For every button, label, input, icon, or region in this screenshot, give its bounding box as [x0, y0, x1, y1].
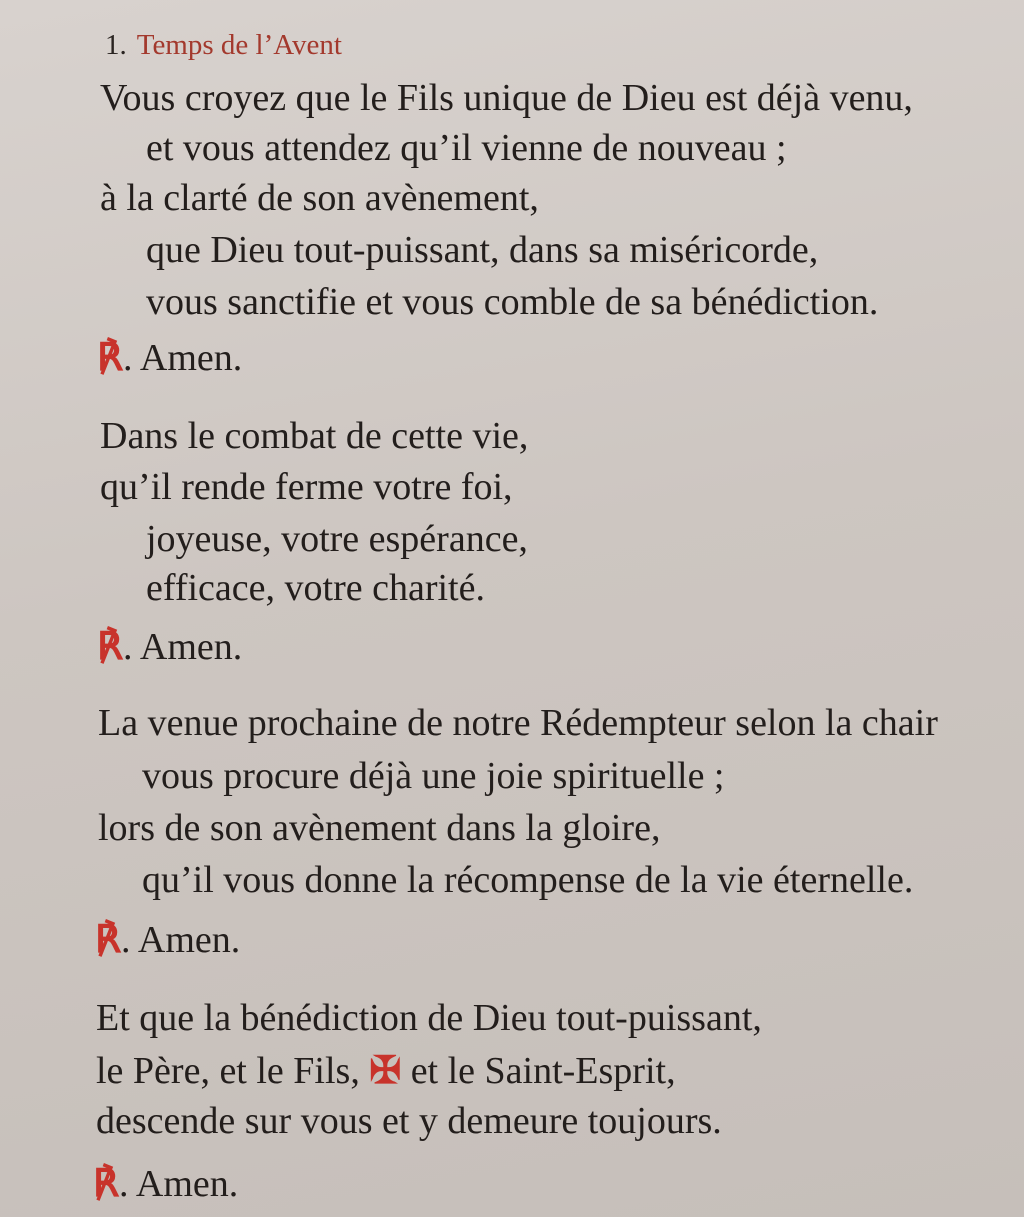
- stanza-1-line-5: vous sanctifie et vous comble de sa bénédiction.: [146, 281, 879, 323]
- stanza-4-line-1: Et que la bénédiction de Dieu tout-puissant,: [96, 997, 762, 1039]
- response-text: . Amen.: [121, 919, 241, 961]
- stanza-1-line-2: et vous attendez qu’il vienne de nouveau ;: [146, 127, 787, 169]
- stanza-2-response: [97, 625, 242, 669]
- section-heading: [105, 28, 342, 62]
- stanza-3-line-1: La venue prochaine de notre Rédempteur selon la chair: [98, 702, 938, 744]
- stanza-2-line-3: joyeuse, votre espérance,: [146, 518, 528, 560]
- response-text: . Amen.: [119, 1163, 239, 1205]
- response-text: . Amen.: [123, 337, 243, 379]
- stanza-2-line-4: efficace, votre charité.: [146, 567, 485, 609]
- stanza-1-line-4: que Dieu tout-puissant, dans sa miséricorde,: [146, 229, 819, 271]
- response-text: . Amen.: [123, 626, 243, 668]
- stanza-3-response: [95, 918, 240, 962]
- stanza-4-line-2-start: le Père, et le Fils,: [96, 1050, 360, 1092]
- stanza-3-line-4: qu’il vous donne la récompense de la vie éternelle.: [142, 859, 914, 901]
- stanza-3-line-3: lors de son avènement dans la gloire,: [98, 807, 661, 849]
- stanza-2-line-2: qu’il rende ferme votre foi,: [100, 466, 513, 508]
- section-title: Temps de l’Avent: [136, 29, 342, 61]
- response-symbol: ℟: [97, 337, 123, 379]
- stanza-3-line-2: vous procure déjà une joie spirituelle ;: [142, 755, 725, 797]
- stanza-1-line-3: à la clarté de son avènement,: [100, 177, 539, 219]
- stanza-1-line-1: Vous croyez que le Fils unique de Dieu est déjà venu,: [100, 77, 913, 119]
- stanza-4-line-2-end: et le Saint-Esprit,: [410, 1050, 676, 1092]
- sign-of-cross-icon: ✠: [369, 1050, 402, 1092]
- response-symbol: ℟: [93, 1163, 119, 1205]
- response-symbol: ℟: [97, 626, 123, 668]
- stanza-4-line-2: [96, 1049, 676, 1093]
- stanza-1-response: [97, 336, 242, 380]
- stanza-4-response: [93, 1162, 238, 1206]
- response-symbol: ℟: [95, 919, 121, 961]
- stanza-4-line-3: descende sur vous et y demeure toujours.: [96, 1100, 722, 1142]
- stanza-2-line-1: Dans le combat de cette vie,: [100, 415, 529, 457]
- section-number: 1.: [105, 29, 127, 61]
